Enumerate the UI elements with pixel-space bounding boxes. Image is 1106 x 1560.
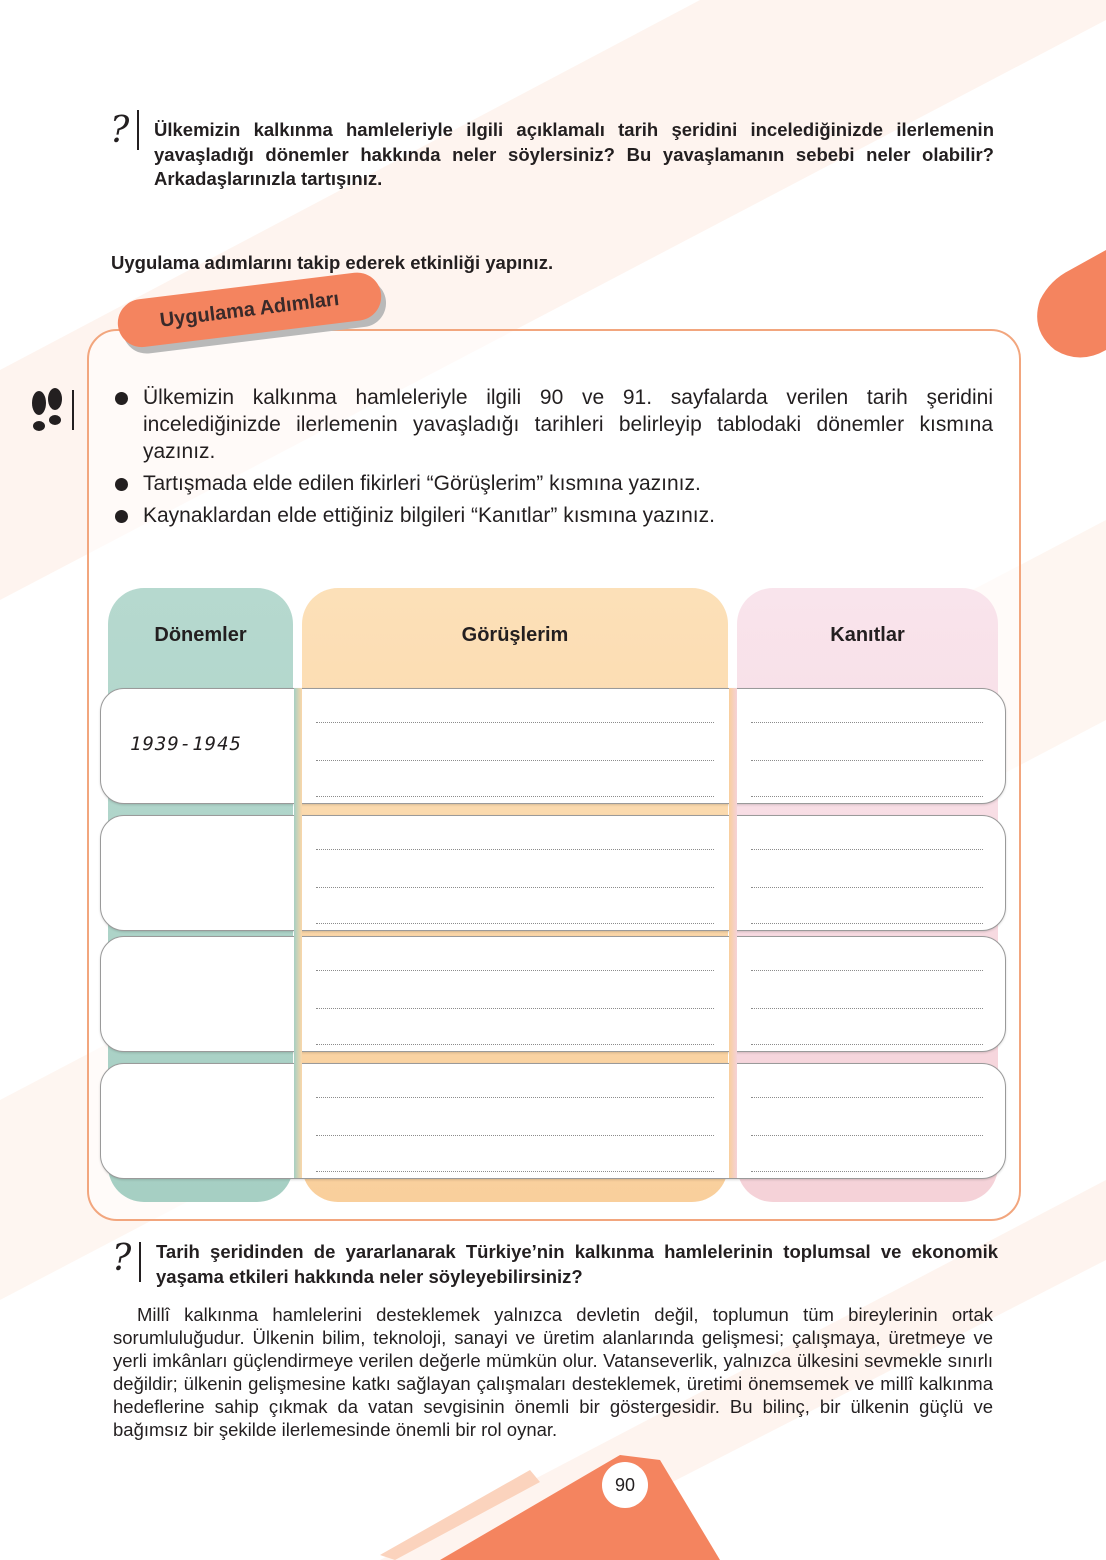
step-item — [113, 384, 993, 465]
dotted-line — [316, 1097, 714, 1098]
dotted-line — [316, 887, 714, 888]
dotted-line — [316, 1135, 714, 1136]
dotted-line — [751, 1135, 983, 1136]
dotted-line — [316, 1044, 714, 1045]
step-item — [113, 502, 993, 529]
dotted-line — [751, 1171, 983, 1172]
question-mark-icon: ? — [110, 110, 130, 151]
dotted-line — [751, 796, 983, 797]
steps-list — [113, 384, 993, 534]
dotted-line — [316, 1171, 714, 1172]
dotted-line — [316, 722, 714, 723]
row-divider-strip — [729, 688, 737, 1178]
dotted-line — [316, 1008, 714, 1009]
body-paragraph: Millî kalkınma hamlelerini desteklemek yalnızca devletin değil, toplumun tüm bireylerinin ortak sorumluluğudur. Ülkenin bilim, teknoloji, sanayi ve üretim alanlarında gelişmesi; çalışmaya, üretmeye ve yerli imkânları güçlendirmeye verilen değerle mümkün olur. Vatanseverlik, yalnızca ülkesini sevmekle sınırlı değildir; ülkenin gelişmesine katkı sağlayan çalışmaları desteklemek, üretimi önemsemek ve millî kalkınma hedeflerine sahip çıkmak da vatan sevgisinin önemli bir göstergesidir. Bu bilinç, bir ülkenin güçlü ve bağımsız bir şekilde ilerlemesinde önemli bir rol oynar. — [113, 1304, 993, 1440]
dotted-line — [751, 923, 983, 924]
table-row — [100, 815, 1006, 931]
goruslerim-header: Görüşlerim — [461, 624, 569, 646]
dotted-line — [316, 923, 714, 924]
dotted-line — [751, 1044, 983, 1045]
dotted-line — [751, 849, 983, 850]
table-row — [100, 936, 1006, 1052]
question-2-text: Tarih şeridinden de yararlanarak Türkiye’nin kalkınma hamlelerinin toplumsal ve ekonomik yaşama etkileri hakkında neler söyleyebilirsiniz? — [156, 1241, 998, 1287]
question-bar — [137, 110, 139, 150]
dotted-line — [751, 970, 983, 971]
dotted-line — [316, 796, 714, 797]
page-number-label: 90 — [614, 1474, 636, 1495]
period-cell: 1939-1945 — [130, 733, 242, 755]
dotted-line — [751, 722, 983, 723]
dotted-line — [316, 849, 714, 850]
step-text: Ülkemizin kalkınma hamleleriyle ilgili 90 ve 91. sayfalarda verilen tarih şeridini incelediğinizde ilerlemenin yavaşladığı tarihleri belirleyip tablodaki dönemler kısmına yazınız. — [143, 386, 993, 463]
dotted-line — [751, 760, 983, 761]
step-text: Tartışmada elde edilen fikirleri “Görüşlerim” kısmına yazınız. — [143, 472, 701, 495]
step-item — [113, 470, 993, 497]
table-row — [100, 1063, 1006, 1179]
dotted-line — [316, 760, 714, 761]
question-bar — [139, 1242, 141, 1282]
dotted-line — [316, 970, 714, 971]
instruction-text: Uygulama adımlarını takip ederek etkinliği yapınız. — [111, 252, 554, 273]
bullet — [115, 510, 128, 523]
bullet — [115, 478, 128, 491]
dotted-line — [751, 1097, 983, 1098]
kanitlar-header: Kanıtlar — [830, 624, 905, 646]
activity-tab-label: Uygulama Adımları — [158, 287, 341, 332]
donemler-header: Dönemler — [154, 624, 247, 646]
footprints-icon — [28, 388, 78, 440]
bullet — [115, 392, 128, 405]
step-text: Kaynaklardan elde ettiğiniz bilgileri “Kanıtlar” kısmına yazınız. — [143, 504, 715, 527]
question-1-text: Ülkemizin kalkınma hamleleriyle ilgili açıklamalı tarih şeridini incelediğinizde ilerlemenin yavaşladığı dönemler hakkında neler söylersiniz? Bu yavaşlamanın sebebi neler olabilir? Arkadaşlarınızla tartışınız. — [154, 119, 994, 189]
dotted-line — [751, 1008, 983, 1009]
dotted-line — [751, 887, 983, 888]
row-divider-strip — [294, 688, 302, 1178]
question-mark-icon: ? — [112, 1238, 132, 1279]
page-number — [602, 1462, 648, 1508]
